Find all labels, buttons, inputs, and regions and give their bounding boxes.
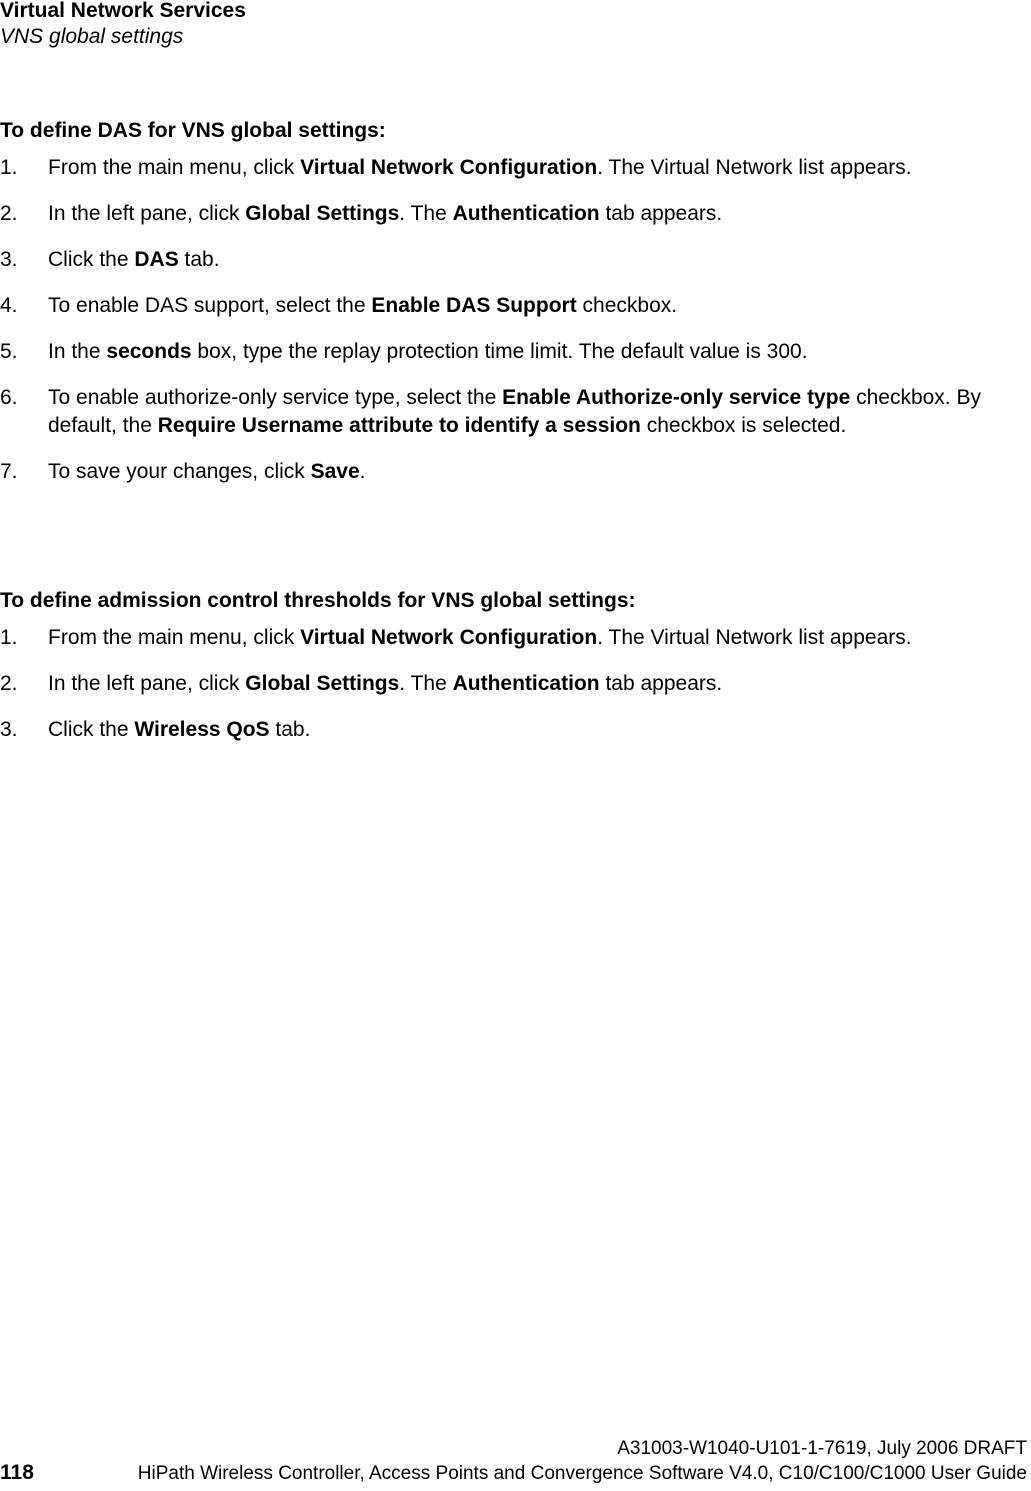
step-text: . bbox=[359, 460, 366, 483]
step-text: tab. bbox=[269, 718, 311, 741]
step-text: tab appears. bbox=[599, 202, 723, 225]
step-number: 2. bbox=[0, 202, 18, 225]
step-text: To enable DAS support, select the bbox=[48, 294, 372, 317]
ui-term: Virtual Network Configuration bbox=[300, 626, 598, 649]
step-text: checkbox. bbox=[576, 294, 678, 317]
step-text: Click the bbox=[48, 718, 135, 741]
footer-guide-line bbox=[0, 1461, 1027, 1486]
step-item bbox=[0, 200, 1031, 228]
step-item bbox=[0, 384, 1031, 440]
page-number: 118 bbox=[0, 1461, 34, 1484]
step-number: 3. bbox=[0, 718, 18, 741]
page-footer bbox=[0, 1437, 1027, 1486]
step-text: checkbox is selected. bbox=[640, 414, 847, 437]
step-text: . The Virtual Network list appears. bbox=[597, 156, 912, 179]
step-text: From the main menu, click bbox=[48, 626, 301, 649]
step-list bbox=[0, 154, 1031, 486]
step-item bbox=[0, 246, 1031, 274]
step-item bbox=[0, 154, 1031, 182]
ui-term: seconds bbox=[106, 340, 192, 363]
step-list bbox=[0, 624, 1031, 744]
step-text: In the bbox=[48, 340, 107, 363]
step-number: 5. bbox=[0, 340, 18, 363]
step-number: 4. bbox=[0, 294, 18, 317]
ui-term: Require Username attribute to identify a session bbox=[157, 414, 641, 437]
step-text: In the left pane, click bbox=[48, 672, 246, 695]
step-text: tab. bbox=[178, 248, 220, 271]
step-text: box, type the replay protection time limit. The default value is 300. bbox=[191, 340, 808, 363]
step-item bbox=[0, 458, 1031, 486]
procedure-title: To define admission control thresholds for VNS global settings: bbox=[0, 589, 636, 612]
ui-term: Enable Authorize-only service type bbox=[502, 386, 851, 409]
step-text: checkbox. By default, the bbox=[48, 386, 981, 437]
step-number: 1. bbox=[0, 156, 18, 179]
guide-title: HiPath Wireless Controller, Access Points and Convergence Software V4.0, C10/C100/C1000 User Guide bbox=[137, 1463, 1027, 1484]
step-item bbox=[0, 716, 1031, 744]
ui-term: Global Settings bbox=[245, 672, 400, 695]
step-text: To save your changes, click bbox=[48, 460, 311, 483]
chapter-title: Virtual Network Services bbox=[0, 0, 246, 22]
procedure-title: To define DAS for VNS global settings: bbox=[0, 119, 386, 142]
step-text: From the main menu, click bbox=[48, 156, 301, 179]
ui-term: Enable DAS Support bbox=[371, 294, 577, 317]
ui-term: Global Settings bbox=[245, 202, 400, 225]
section-title: VNS global settings bbox=[0, 25, 184, 48]
draft-line: A31003-W1040-U101-1-7619, July 2006 DRAFT bbox=[617, 1438, 1027, 1459]
step-number: 7. bbox=[0, 460, 18, 483]
procedure-das bbox=[0, 118, 1031, 504]
step-text: tab appears. bbox=[599, 672, 723, 695]
ui-term: DAS bbox=[134, 248, 179, 271]
step-text: To enable authorize-only service type, select the bbox=[48, 386, 503, 409]
ui-term: Authentication bbox=[452, 202, 600, 225]
step-item bbox=[0, 624, 1031, 652]
step-text: Click the bbox=[48, 248, 135, 271]
step-item bbox=[0, 670, 1031, 698]
step-number: 1. bbox=[0, 626, 18, 649]
step-text: In the left pane, click bbox=[48, 202, 246, 225]
step-text: . The bbox=[399, 672, 453, 695]
step-text: . The bbox=[399, 202, 453, 225]
running-header bbox=[0, 0, 246, 50]
step-number: 3. bbox=[0, 248, 18, 271]
ui-term: Save bbox=[310, 460, 360, 483]
procedure-admission-control bbox=[0, 588, 1031, 762]
step-item bbox=[0, 292, 1031, 320]
step-number: 6. bbox=[0, 386, 18, 409]
ui-term: Authentication bbox=[452, 672, 600, 695]
ui-term: Virtual Network Configuration bbox=[300, 156, 598, 179]
step-number: 2. bbox=[0, 672, 18, 695]
ui-term: Wireless QoS bbox=[134, 718, 270, 741]
step-item bbox=[0, 338, 1031, 366]
step-text: . The Virtual Network list appears. bbox=[597, 626, 912, 649]
